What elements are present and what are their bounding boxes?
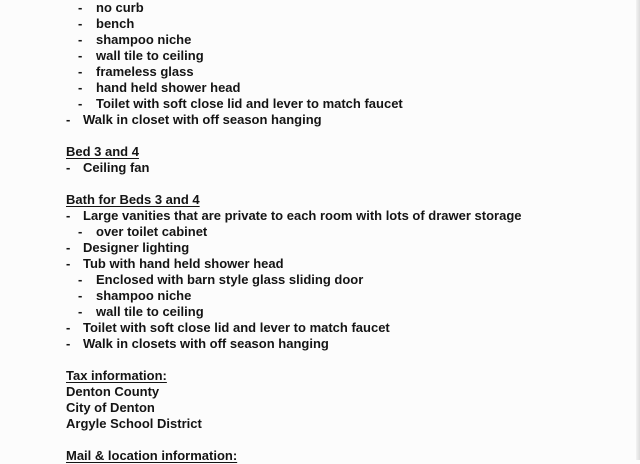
- bullet-dash: -: [78, 48, 83, 63]
- bullet-dash: -: [66, 336, 71, 351]
- section-heading-bed-3-4: Bed 3 and 4: [66, 144, 139, 159]
- list-item-text: Designer lighting: [83, 240, 190, 255]
- list-item-text: frameless glass: [96, 64, 194, 79]
- list-item-text: Tub with hand held shower head: [83, 256, 284, 271]
- list-item-text: wall tile to ceiling: [96, 304, 204, 319]
- list-item-text: wall tile to ceiling: [96, 48, 204, 63]
- bullet-dash: -: [66, 160, 71, 175]
- section-heading-bath-3-4: Bath for Beds 3 and 4: [66, 192, 200, 207]
- bullet-dash: -: [66, 256, 71, 271]
- bullet-dash: -: [78, 272, 83, 287]
- tax-line-city: City of Denton: [66, 400, 155, 415]
- page-edge-shadow: [636, 0, 640, 460]
- list-item-text: shampoo niche: [96, 288, 192, 303]
- bullet-dash: -: [66, 320, 71, 335]
- bullet-dash: -: [78, 0, 83, 15]
- bullet-dash: -: [78, 96, 83, 111]
- section-heading-tax: Tax information:: [66, 368, 167, 383]
- list-item-text: Large vanities that are private to each room with lots of drawer storage: [83, 208, 522, 223]
- bullet-dash: -: [78, 288, 83, 303]
- list-item-text: Walk in closet with off season hanging: [83, 112, 322, 127]
- tax-line-school-district: Argyle School District: [66, 416, 202, 431]
- list-item-text: Toilet with soft close lid and lever to match faucet: [96, 96, 403, 111]
- list-item-text: Ceiling fan: [83, 160, 150, 175]
- bullet-dash: -: [66, 112, 71, 127]
- bullet-dash: -: [78, 32, 83, 47]
- bullet-dash: -: [78, 304, 83, 319]
- bullet-dash: -: [78, 80, 83, 95]
- bullet-dash: -: [66, 208, 71, 223]
- list-item-text: Enclosed with barn style glass sliding door: [96, 272, 364, 287]
- list-item-text: bench: [96, 16, 135, 31]
- tax-line-county: Denton County: [66, 384, 160, 399]
- list-item-text: Walk in closets with off season hanging: [83, 336, 329, 351]
- bullet-dash: -: [78, 16, 83, 31]
- list-item-text: shampoo niche: [96, 32, 192, 47]
- bullet-dash: -: [78, 64, 83, 79]
- bullet-dash: -: [78, 224, 83, 239]
- list-item-text: no curb: [96, 0, 144, 15]
- section-heading-mail-location: Mail & location information:: [66, 448, 238, 463]
- list-item-text: Toilet with soft close lid and lever to match faucet: [83, 320, 390, 335]
- list-item-text: over toilet cabinet: [96, 224, 208, 239]
- list-item-text: hand held shower head: [96, 80, 241, 95]
- bullet-dash: -: [66, 240, 71, 255]
